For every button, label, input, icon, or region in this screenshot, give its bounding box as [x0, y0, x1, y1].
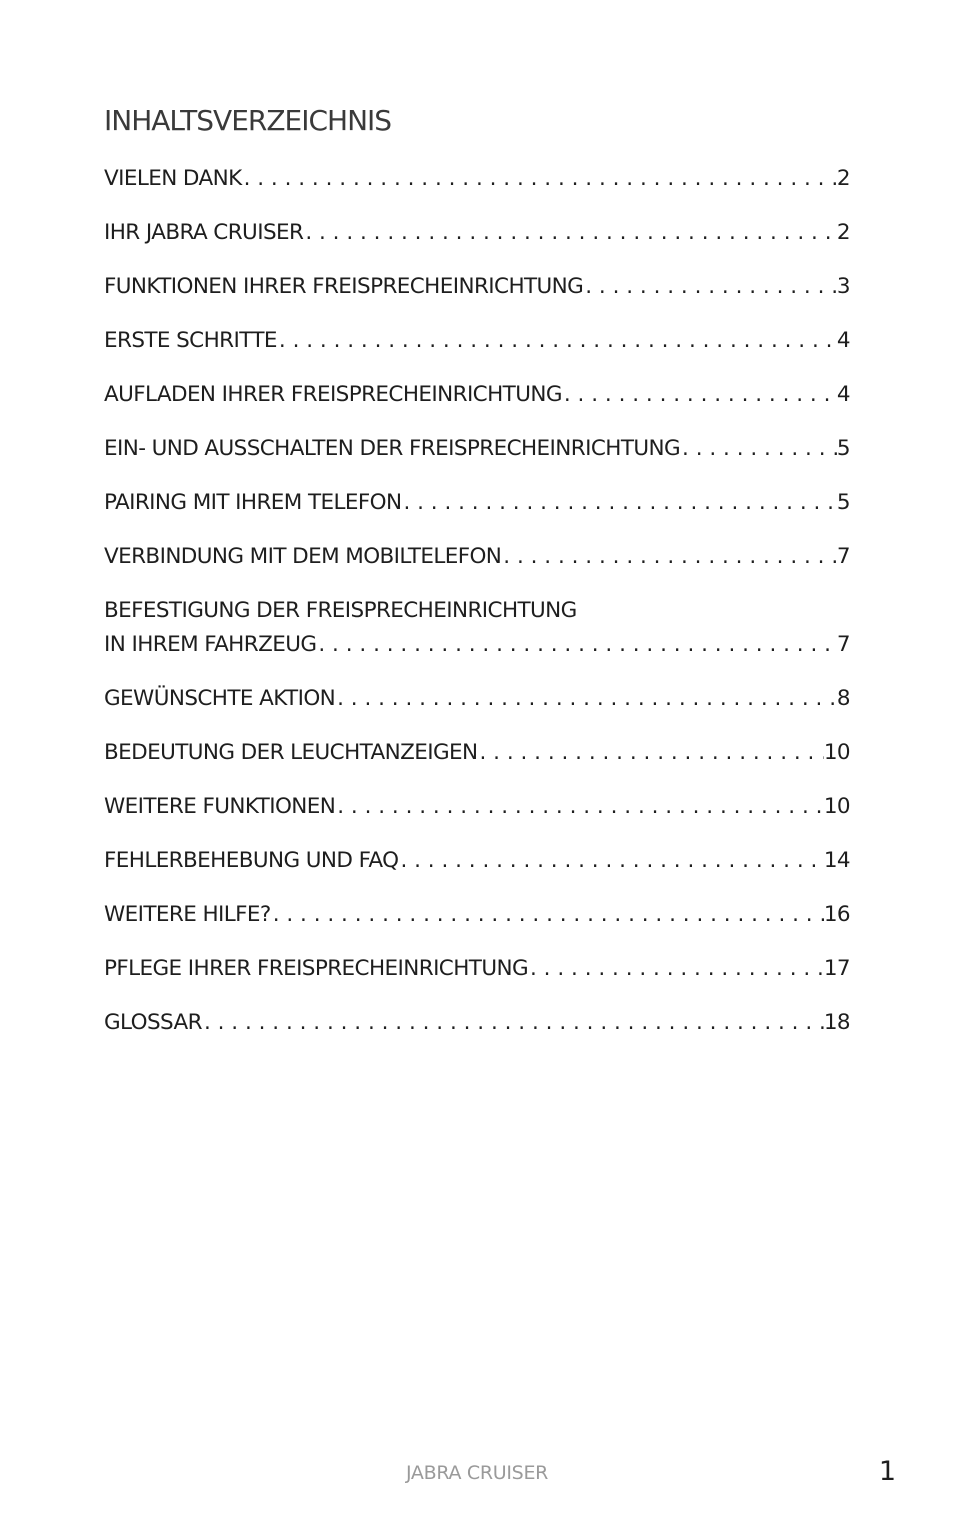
footer-brand: JABRA CRUISER [405, 1462, 549, 1484]
toc-entry-page: 4 [836, 328, 850, 353]
toc-leader-dots [277, 324, 837, 358]
toc-entry-page: 7 [836, 544, 850, 569]
toc-entry-page: 10 [823, 740, 850, 765]
toc-entry[interactable] [104, 790, 850, 824]
table-of-contents [104, 162, 850, 1060]
toc-entry[interactable] [104, 1006, 850, 1040]
toc-leader-dots [680, 432, 837, 466]
toc-entry-page: 10 [823, 794, 850, 819]
toc-entry-label: FEHLERBEHEBUNG UND FAQ [104, 848, 399, 873]
toc-leader-dots [335, 682, 837, 716]
toc-entry[interactable] [104, 682, 850, 716]
toc-entry-label: GLOSSAR [104, 1010, 202, 1035]
toc-leader-dots [303, 216, 837, 250]
toc-entry-page: 7 [836, 632, 850, 657]
toc-entry-page: 3 [836, 274, 850, 299]
toc-entry-label: PFLEGE IHRER FREISPRECHEINRICHTUNG [104, 956, 529, 981]
page-number: 1 [878, 1456, 896, 1487]
toc-leader-dots [242, 162, 837, 196]
toc-entry-label: PAIRING MIT IHREM TELEFON [104, 490, 402, 515]
toc-entry-label: ERSTE SCHRITTE [104, 328, 277, 353]
toc-entry-label: WEITERE HILFE? [104, 902, 271, 927]
toc-entry-label: EIN- UND AUSSCHALTEN DER FREISPRECHEINRICHTUNG [104, 436, 681, 461]
toc-entry[interactable] [104, 216, 850, 250]
toc-entry[interactable] [104, 162, 850, 196]
toc-entry-page: 2 [836, 220, 850, 245]
toc-entry[interactable] [104, 952, 850, 986]
toc-leader-dots [401, 486, 836, 520]
toc-entry-page: 5 [836, 490, 850, 515]
toc-entry[interactable] [104, 844, 850, 878]
toc-entry[interactable] [104, 486, 850, 520]
toc-entry[interactable] [104, 432, 850, 466]
toc-leader-dots [202, 1006, 824, 1040]
toc-entry-label: AUFLADEN IHRER FREISPRECHEINRICHTUNG [104, 382, 562, 407]
toc-entry[interactable] [104, 540, 850, 574]
toc-leader-dots [562, 378, 837, 412]
toc-entry[interactable] [104, 898, 850, 932]
toc-entry-label: BEDEUTUNG DER LEUCHTANZEIGEN [104, 740, 478, 765]
toc-leader-dots [501, 540, 837, 574]
toc-entry-page: 16 [823, 902, 850, 927]
toc-entry-label: VIELEN DANK [104, 166, 242, 191]
toc-entry[interactable] [104, 324, 850, 358]
toc-entry-label-line1: BEFESTIGUNG DER FREISPRECHEINRICHTUNG [104, 598, 577, 623]
toc-leader-dots [478, 736, 824, 770]
toc-leader-dots [583, 270, 837, 304]
toc-entry-label: WEITERE FUNKTIONEN [104, 794, 336, 819]
toc-entry-label: VERBINDUNG MIT DEM MOBILTELEFON [104, 544, 502, 569]
toc-entry[interactable] [104, 270, 850, 304]
toc-leader-dots [316, 628, 837, 662]
toc-entry[interactable] [104, 378, 850, 412]
toc-entry-label: IN IHREM FAHRZEUG [104, 632, 317, 657]
toc-entry-page: 4 [836, 382, 850, 407]
page-title: INHALTSVERZEICHNIS [104, 104, 392, 137]
toc-leader-dots [398, 844, 823, 878]
toc-entry-page: 17 [823, 956, 850, 981]
toc-entry-page: 2 [836, 166, 850, 191]
toc-entry-page: 8 [836, 686, 850, 711]
toc-leader-dots [335, 790, 824, 824]
toc-entry-page: 14 [823, 848, 850, 873]
toc-entry-page: 5 [836, 436, 850, 461]
toc-leader-dots [271, 898, 824, 932]
toc-entry-label: IHR JABRA CRUISER [104, 220, 304, 245]
toc-entry[interactable] [104, 594, 850, 662]
toc-entry-label: FUNKTIONEN IHRER FREISPRECHEINRICHTUNG [104, 274, 584, 299]
toc-entry[interactable] [104, 736, 850, 770]
toc-entry-label: GEWÜNSCHTE AKTION [104, 686, 336, 711]
toc-leader-dots [528, 952, 824, 986]
toc-entry-page: 18 [823, 1010, 850, 1035]
